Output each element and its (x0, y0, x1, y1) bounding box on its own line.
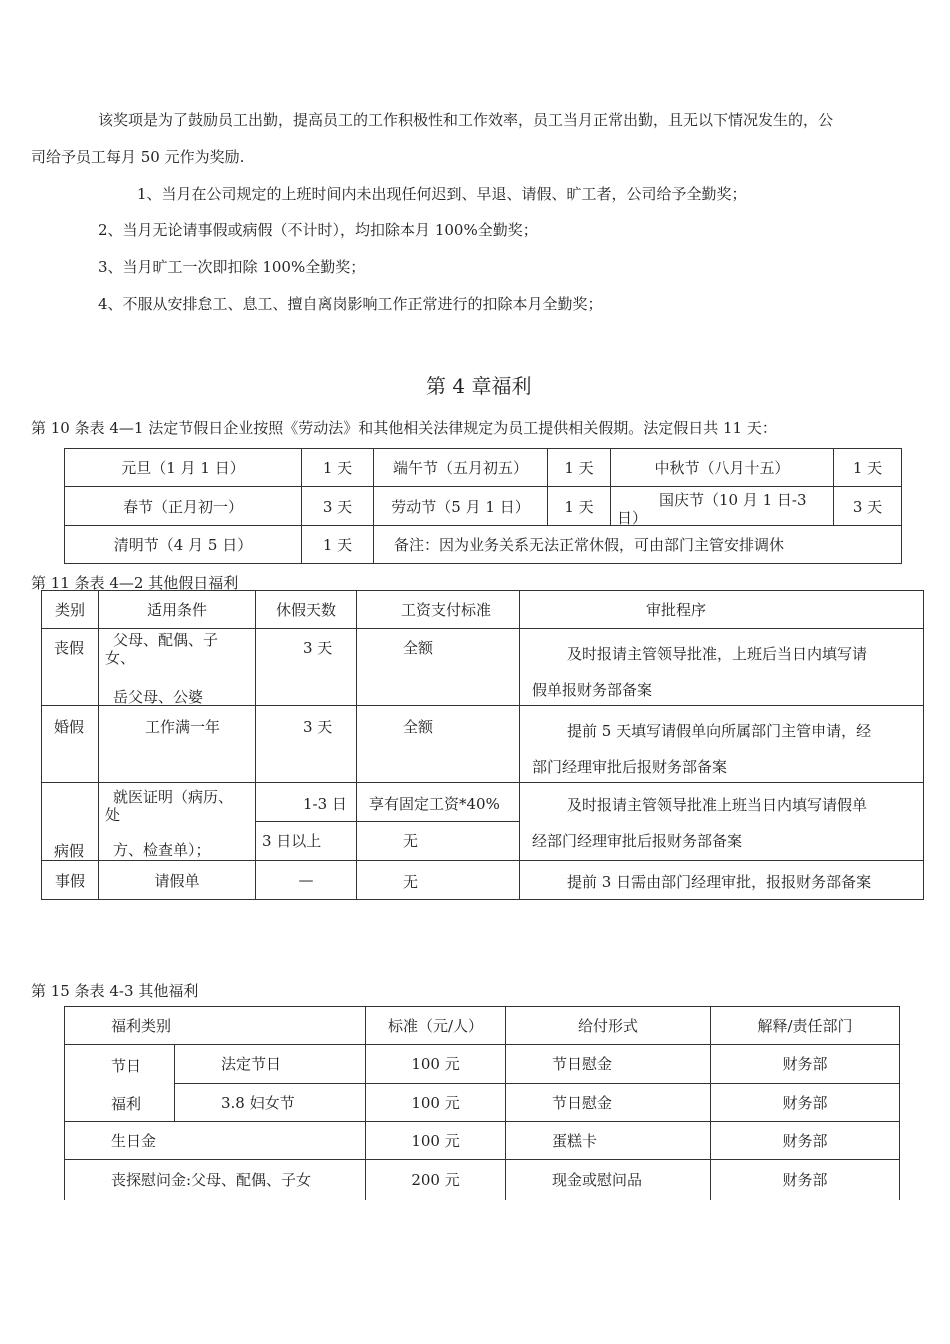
header-pay: 工资支付标准 (357, 591, 520, 629)
header-approval: 审批程序 (520, 591, 924, 629)
days-sick-short (256, 783, 357, 822)
condition-text: 就医证明（病历、 (113, 787, 234, 806)
holiday-cell: 元旦（1 月 1 日） (65, 449, 302, 487)
days-marriage (256, 706, 357, 783)
benefit-form: 节日慰金 (506, 1083, 711, 1122)
benefit-standard: 100 元 (366, 1122, 506, 1160)
holiday-cell: 端午节（五月初五） (374, 449, 548, 487)
condition-sick (99, 783, 256, 861)
holiday-benefit-group (65, 1045, 175, 1122)
condition-personal: 请假单 (99, 861, 256, 900)
group-label: 福利 (111, 1095, 142, 1113)
pay-text: 无 (403, 873, 419, 891)
header-form: 给付形式 (506, 1007, 711, 1045)
benefit-standard: 100 元 (366, 1045, 506, 1084)
days-cell: 1 天 (834, 449, 902, 487)
remark-cell: 备注：因为业务关系无法正常休假，可由部门主管安排调休 (374, 526, 902, 564)
holiday-cell: 中秋节（八月十五） (611, 449, 834, 487)
days-cell: 1 天 (548, 487, 611, 526)
holiday-cell: 春节（正月初一） (65, 487, 302, 526)
benefit-form: 蛋糕卡 (506, 1122, 711, 1160)
leave-type-label: 婚假 (54, 718, 85, 736)
leave-type-personal: 事假 (42, 861, 99, 900)
other-leave-table (41, 590, 924, 900)
benefit-name: 3.8 妇女节 (175, 1083, 366, 1122)
days-cell: 3 天 (834, 487, 902, 526)
approval-personal (520, 861, 924, 900)
holiday-cell-national-day (611, 487, 834, 526)
days-cell: 1 天 (548, 449, 611, 487)
benefit-dept: 财务部 (711, 1122, 900, 1160)
approval-sick (520, 783, 924, 861)
pay-text: 全额 (403, 718, 434, 736)
leave-type-label: 丧假 (54, 639, 85, 657)
approval-text: 部门经理审批后报财务部备案 (532, 758, 728, 776)
days-cell: 3 天 (302, 487, 374, 526)
benefit-dept: 财务部 (711, 1083, 900, 1122)
approval-marriage (520, 706, 924, 783)
condition-text: 工作满一年 (145, 718, 221, 736)
pay-sick-long (357, 822, 520, 861)
leave-type-marriage (42, 706, 99, 783)
pay-sick-short (357, 783, 520, 822)
intro-line-1: 该奖项是为了鼓励员工出勤，提高员工的工作积极性和工作效率，员工当月正常出勤，且无以下情况发生的，公 (98, 111, 834, 129)
intro-item-1: 1、当月在公司规定的上班时间内未出现任何迟到、早退、请假、旷工者，公司给予全勤奖； (137, 185, 747, 203)
benefit-standard: 100 元 (366, 1083, 506, 1122)
condition-text: 父母、配偶、子 (113, 631, 219, 649)
holiday-text: 国庆节（10 月 1 日-3 (659, 491, 807, 509)
header-days: 休假天数 (256, 591, 357, 629)
days-text: 3 天 (303, 639, 333, 657)
holiday-cell: 劳动节（5 月 1 日） (374, 487, 548, 526)
intro-item-3: 3、当月旷工一次即扣除 100%全勤奖； (98, 258, 366, 276)
pay-text: 无 (403, 832, 419, 850)
days-personal: — (256, 861, 357, 900)
approval-text: 及时报请主管领导批准上班当日内填写请假单 (567, 795, 868, 814)
condition-text: 方、检查单）； (113, 840, 211, 859)
pay-marriage (357, 706, 520, 783)
days-text: 1-3 日 (303, 795, 347, 813)
chapter-title: 第 4 章福利 (426, 374, 532, 398)
days-cell: 1 天 (302, 526, 374, 564)
intro-item-2: 2、当月无论请事假或病假（不计时），均扣除本月 100%全勤奖； (98, 221, 538, 239)
holiday-text: 日） (617, 509, 648, 526)
approval-text: 及时报请主管领导批准，上班后当日内填写请 (567, 645, 868, 663)
days-mourning (256, 629, 357, 706)
pay-text: 享有固定工资*40% (369, 795, 500, 813)
approval-mourning (520, 629, 924, 706)
approval-text: 假单报财务部备案 (532, 681, 653, 699)
benefit-form: 节日慰金 (506, 1045, 711, 1084)
condition-text: 女、 (105, 649, 136, 667)
header-condition: 适用条件 (99, 591, 256, 629)
holiday-cell: 清明节（4 月 5 日） (65, 526, 302, 564)
days-cell: 1 天 (302, 449, 374, 487)
pay-text: 全额 (403, 639, 434, 657)
days-text: 3 天 (303, 718, 333, 736)
condition-text: 岳父母、公婆 (113, 688, 204, 706)
other-benefits-table (64, 1006, 900, 1200)
benefit-dept: 财务部 (711, 1160, 900, 1200)
header-standard: 标准（元/人） (366, 1007, 506, 1045)
header-type: 类别 (42, 591, 99, 629)
benefit-name: 生日金 (65, 1122, 366, 1160)
days-text: 3 日以上 (262, 832, 322, 850)
benefit-name: 丧探慰问金:父母、配偶、子女 (65, 1160, 366, 1200)
condition-mourning (99, 629, 256, 706)
header-benefit-type: 福利类别 (65, 1007, 366, 1045)
statutory-holidays-table (64, 448, 902, 564)
leave-type-mourning (42, 629, 99, 706)
table3-caption: 第 15 条表 4-3 其他福利 (31, 982, 199, 1000)
table1-caption: 第 10 条表 4—1 法定节假日企业按照《劳动法》和其他相关法律规定为员工提供相关假期。法定假日共 11 天： (31, 419, 777, 437)
leave-type-sick (42, 783, 99, 861)
condition-text: 处 (105, 805, 121, 824)
days-sick-long (256, 822, 357, 861)
approval-text: 提前 3 日需由部门经理审批，报报财务部备案 (567, 873, 872, 891)
group-label: 节日 (111, 1057, 142, 1075)
pay-personal (357, 861, 520, 900)
condition-marriage (99, 706, 256, 783)
benefit-form: 现金或慰问品 (506, 1160, 711, 1200)
benefit-standard: 200 元 (366, 1160, 506, 1200)
benefit-name: 法定节日 (175, 1045, 366, 1084)
intro-line-2: 司给予员工每月 50 元作为奖励. (31, 148, 245, 166)
approval-text: 提前 5 天填写请假单向所属部门主管申请，经 (567, 722, 872, 740)
intro-item-4: 4、不服从安排怠工、息工、擅自离岗影响工作正常进行的扣除本月全勤奖； (98, 295, 603, 313)
leave-type-label: 病假 (54, 841, 85, 860)
table2-caption: 第 11 条表 4—2 其他假日福利 (31, 574, 239, 592)
header-dept: 解释/责任部门 (711, 1007, 900, 1045)
pay-mourning (357, 629, 520, 706)
benefit-dept: 财务部 (711, 1045, 900, 1084)
approval-text: 经部门经理审批后报财务部备案 (532, 831, 743, 850)
